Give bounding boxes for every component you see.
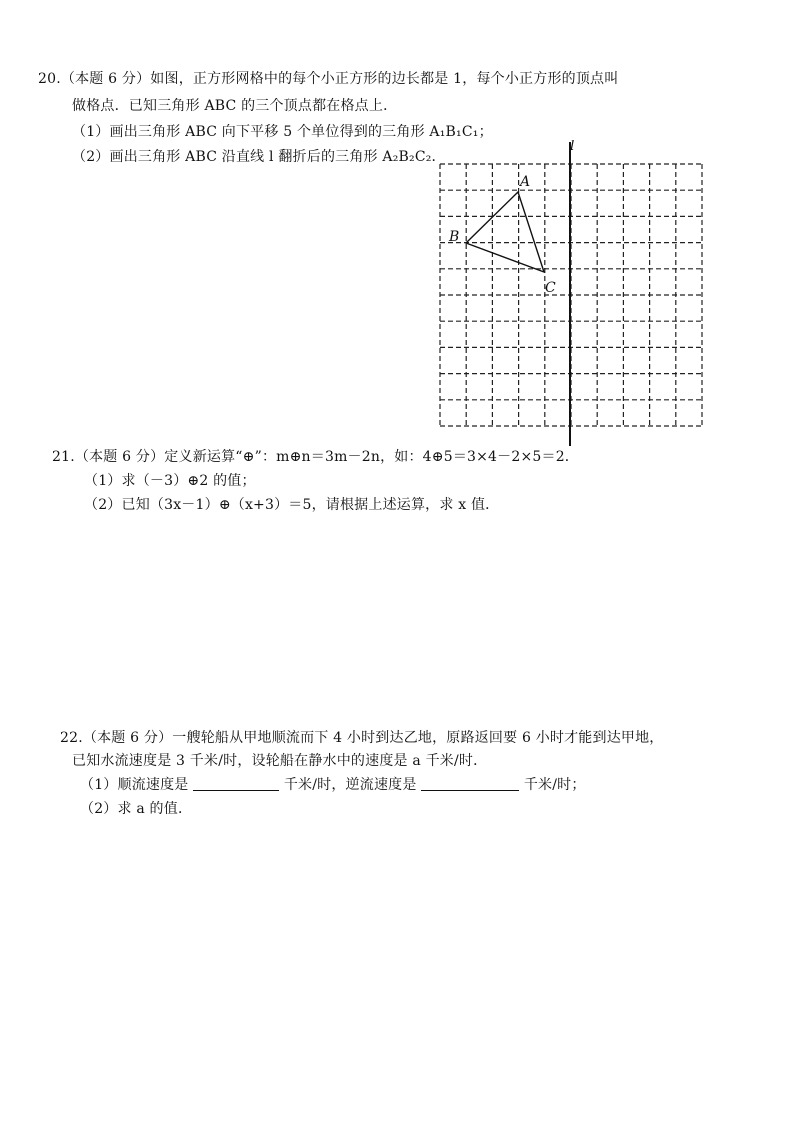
line-l-label: l bbox=[570, 140, 575, 154]
point-b-label: B bbox=[449, 229, 460, 245]
q21-number: 21. bbox=[52, 449, 75, 465]
q20-score: （本题 6 分） bbox=[60, 71, 151, 87]
q20-part1: （1）画出三角形 ABC 向下平移 5 个单位得到的三角形 A₁B₁C₁； bbox=[72, 124, 493, 140]
answer-blank-downstream[interactable] bbox=[193, 776, 279, 791]
q20-figure bbox=[436, 140, 706, 450]
q22-part2: （2）求 a 的值． bbox=[80, 801, 193, 817]
q22-line2: 已知水流速度是 3 千米/时，设轮船在静水中的速度是 a 千米/时． bbox=[72, 753, 488, 769]
q22-score: （本题 6 分） bbox=[82, 730, 173, 746]
q21-part2: （2）已知（3x－1）⊕（x+3）＝5，请根据上述运算，求 x 值． bbox=[84, 497, 500, 513]
q22-line1 bbox=[60, 727, 664, 747]
q20-line1 bbox=[38, 68, 618, 88]
q22-part1-a: （1）顺流速度是 bbox=[80, 777, 189, 793]
q21-score: （本题 6 分） bbox=[74, 449, 165, 465]
q21-text: 定义新运算“⊕”：m⊕n＝3m－2n，如：4⊕5＝3×4－2×5＝2． bbox=[164, 449, 580, 465]
q20-part2: （2）画出三角形 ABC 沿直线 l 翻折后的三角形 A₂B₂C₂． bbox=[72, 149, 446, 165]
q22-part1-c: 千米/时； bbox=[523, 777, 586, 793]
q21-part1: （1）求（－3）⊕2 的值； bbox=[84, 473, 256, 489]
q21-line1 bbox=[52, 446, 579, 466]
q20-text1: 如图，正方形网格中的每个小正方形的边长都是 1，每个小正方形的顶点叫 bbox=[150, 71, 619, 87]
q20-line2: 做格点．已知三角形 ABC 的三个顶点都在格点上． bbox=[72, 98, 398, 114]
answer-blank-upstream[interactable] bbox=[421, 776, 519, 791]
triangle-abc bbox=[466, 192, 544, 272]
point-a-label: A bbox=[520, 174, 531, 190]
q22-text1: 一艘轮船从甲地顺流而下 4 小时到达乙地，原路返回要 6 小时才能到达甲地， bbox=[172, 730, 664, 746]
grid-figure bbox=[436, 140, 706, 450]
q20-number: 20. bbox=[38, 71, 61, 87]
q22-part1-b: 千米/时，逆流速度是 bbox=[283, 777, 417, 793]
q22-part1 bbox=[80, 774, 586, 794]
point-c-label: C bbox=[545, 280, 556, 296]
q22-number: 22. bbox=[60, 730, 83, 746]
